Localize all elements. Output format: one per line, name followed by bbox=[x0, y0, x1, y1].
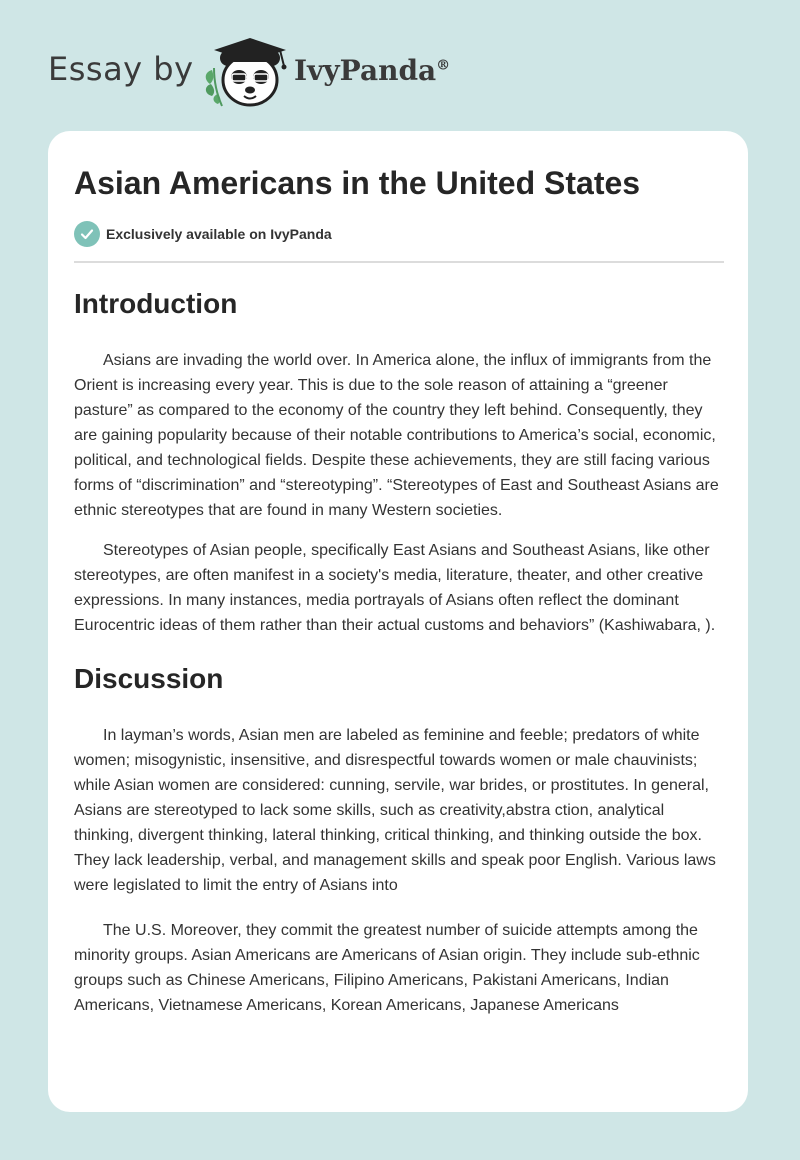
paragraph: Stereotypes of Asian people, specifically East Asians and Southeast Asians, like other stereotypes, are often manifest in a society's media, literature, theater, and other creative expressions. In many instances, media portrayals of Asians often reflect the dominant Eurocentric ideas of them rather than their actual customs and behaviors” (Kashiwabara, ). bbox=[74, 542, 716, 634]
page-title: Asian Americans in the United States bbox=[74, 165, 641, 201]
ivypanda-logo-icon[interactable] bbox=[200, 36, 300, 110]
section-heading-introduction: Introduction bbox=[74, 288, 238, 319]
essay-card bbox=[48, 131, 748, 1112]
brand-name[interactable]: IvyPanda® bbox=[294, 54, 451, 87]
checkmark-icon bbox=[74, 221, 100, 247]
badge-text: Exclusively available on IvyPanda bbox=[106, 226, 332, 242]
exclusive-badge bbox=[74, 221, 724, 247]
paragraph: In layman’s words, Asian men are labeled as feminine and feeble; predators of white women; misogynistic, insensitive, and disrespectful towards women or male chauvinists; while Asian women are considered: cunning, servile, war brides, or prostitutes. In general, Asians are stereotyped to lack some skills, such as creativity,abstra ction, analytical thinking, divergent thinking, lateral thinking, critical thinking, and thinking outside the box. They lack leadership, verbal, and management skills and speak poor English. Various laws were legislated to limit the entry of Asians into bbox=[74, 727, 716, 894]
paragraph: Asians are invading the world over. In America alone, the influx of immigrants from the Orient is increasing every year. This is due to the sole reason of attaining a “greener pasture” as compared to the economy of the country they left behind. Consequently, they are gaining popularity because of their notable contributions to America’s social, economic, political, and technological fields. Despite these achievements, they are still facing various forms of “discrimination” and “stereotyping”. “Stereotypes of East and Southeast Asians are ethnic stereotypes that are found in many Western societies. bbox=[74, 352, 719, 519]
section-heading-discussion: Discussion bbox=[74, 663, 224, 694]
divider bbox=[74, 261, 724, 263]
brand-prefix: Essay by bbox=[48, 50, 194, 88]
registered-mark: ® bbox=[436, 57, 451, 74]
site-header bbox=[48, 36, 548, 116]
paragraph: The U.S. Moreover, they commit the greatest number of suicide attempts among the minority groups. Asian Americans are Americans of Asian origin. They include sub-ethnic groups such as Chinese Americans, Filipino Americans, Pakistani Americans, Indian Americans, Vietnamese Americans, Korean Americans, Japanese Americans bbox=[74, 922, 700, 1014]
essay-content bbox=[74, 161, 724, 1018]
